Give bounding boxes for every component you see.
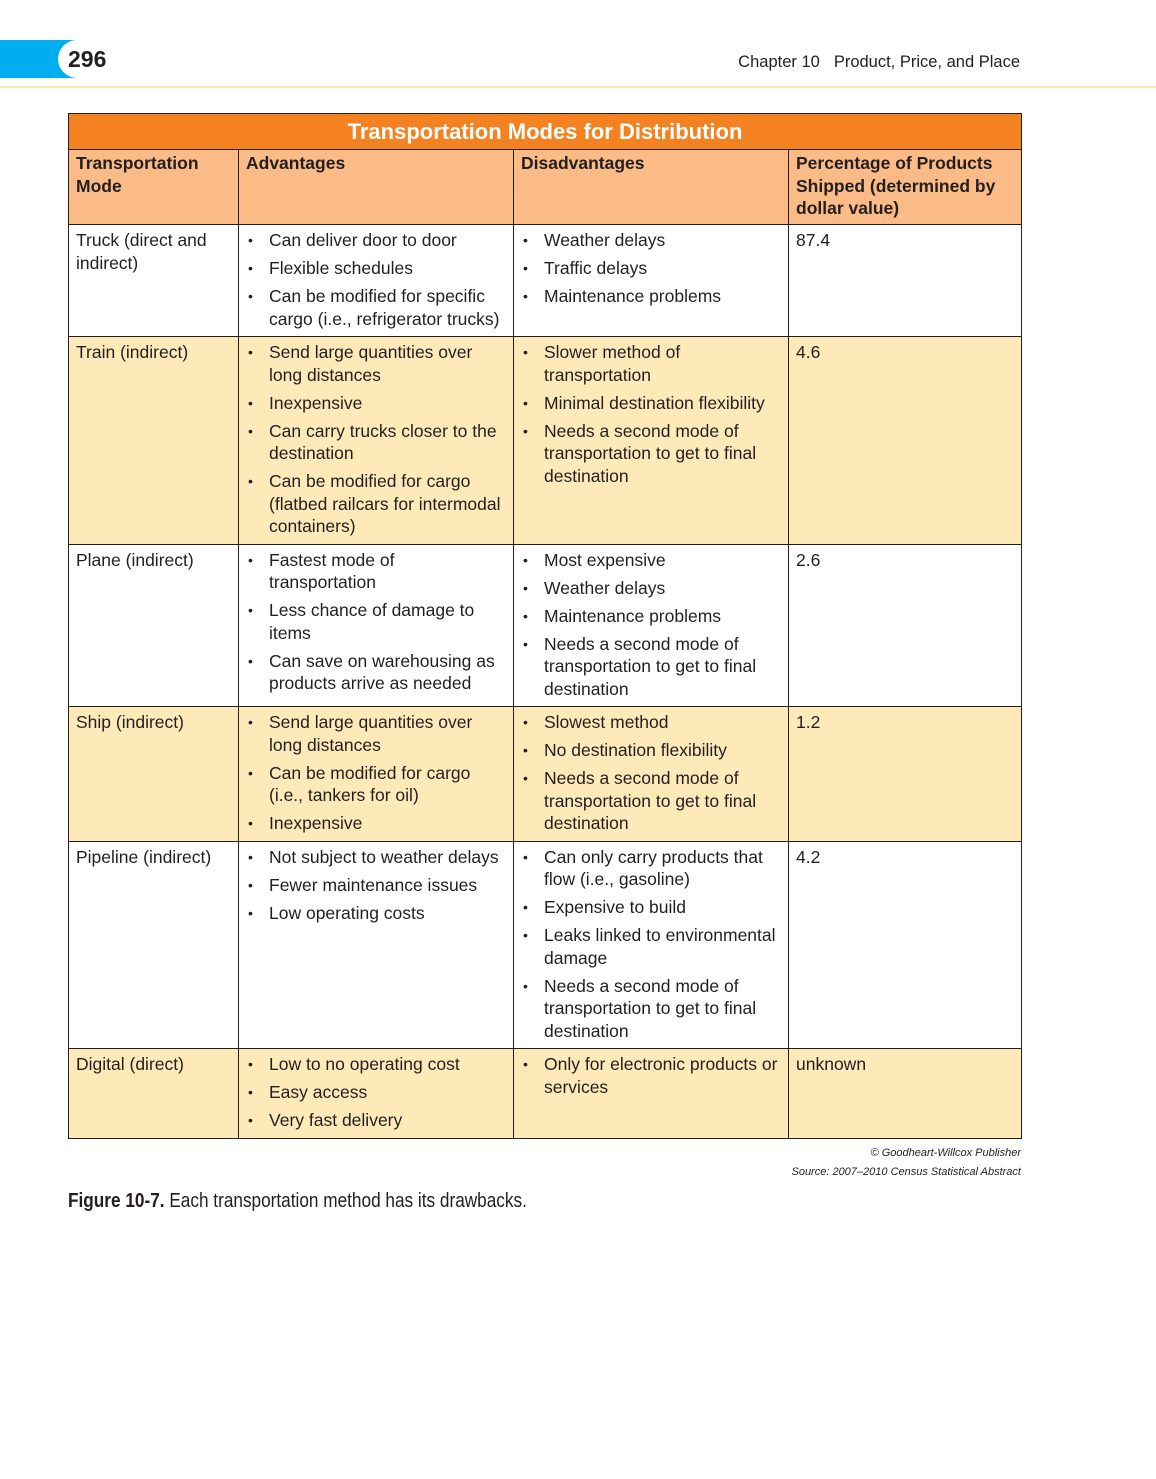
- disadvantages-list: [521, 549, 781, 701]
- mode-cell: Plane (indirect): [69, 544, 239, 707]
- disadvantages-list: [521, 711, 781, 835]
- source-credit: Source: 2007–2010 Census Statistical Abstract: [791, 1166, 1021, 1178]
- advantage-item: • Can carry trucks closer to the destination: [246, 420, 506, 465]
- figure-caption: [68, 1190, 527, 1213]
- percentage-cell: 87.4: [789, 225, 1022, 337]
- disadvantage-item: • Only for electronic products or services: [521, 1053, 781, 1098]
- disadvantages-list: [521, 229, 781, 308]
- disadvantage-item: • Traffic delays: [521, 257, 781, 280]
- disadvantages-list: [521, 846, 781, 1043]
- table-body: [69, 225, 1022, 1139]
- advantage-item: • Flexible schedules: [246, 257, 506, 280]
- advantage-item: • Send large quantities over long distances: [246, 711, 506, 756]
- disadvantages-cell: [514, 841, 789, 1049]
- advantage-item: • Fastest mode of transportation: [246, 549, 506, 594]
- disadvantages-list: [521, 341, 781, 487]
- advantage-item: • Inexpensive: [246, 392, 506, 415]
- disadvantage-item: • Minimal destination flexibility: [521, 392, 781, 415]
- mode-cell: Digital (direct): [69, 1049, 239, 1139]
- chapter-number: Chapter 10: [738, 53, 820, 71]
- chapter-title: Product, Price, and Place: [833, 53, 1020, 71]
- column-header-disadvantages: Disadvantages: [514, 150, 789, 225]
- figure-caption-text: Each transportation method has its drawbacks.: [164, 1190, 527, 1212]
- advantage-item: • Easy access: [246, 1081, 506, 1104]
- mode-cell: Train (indirect): [69, 337, 239, 545]
- mode-cell: Ship (indirect): [69, 707, 239, 842]
- percentage-cell: unknown: [789, 1049, 1022, 1139]
- disadvantage-item: • Can only carry products that flow (i.e., gasoline): [521, 846, 781, 891]
- figure-label: Figure 10-7.: [68, 1190, 165, 1212]
- disadvantage-item: • Maintenance problems: [521, 605, 781, 628]
- percentage-cell: 1.2: [789, 707, 1022, 842]
- percentage-cell: 4.2: [789, 841, 1022, 1049]
- mode-cell: Truck (direct and indirect): [69, 225, 239, 337]
- disadvantages-cell: [514, 225, 789, 337]
- disadvantage-item: • Slowest method: [521, 711, 781, 734]
- disadvantage-item: • No destination flexibility: [521, 739, 781, 762]
- page-header: [0, 0, 1156, 88]
- column-header-percentage: Percentage of Products Shipped (determined by dollar value): [789, 150, 1022, 225]
- advantage-item: • Can be modified for cargo (i.e., tankers for oil): [246, 762, 506, 807]
- page-number: 296: [68, 46, 107, 72]
- advantage-item: • Less chance of damage to items: [246, 599, 506, 644]
- advantage-item: • Not subject to weather delays: [246, 846, 506, 869]
- transportation-modes-table: [68, 113, 1022, 1139]
- advantages-list: [246, 711, 506, 835]
- advantage-item: • Can be modified for specific cargo (i.e., refrigerator trucks): [246, 285, 506, 330]
- mode-cell: Pipeline (indirect): [69, 841, 239, 1049]
- advantage-item: • Can be modified for cargo (flatbed railcars for intermodal containers): [246, 470, 506, 538]
- table-row: [69, 707, 1022, 842]
- disadvantage-item: • Needs a second mode of transportation to get to final destination: [521, 975, 781, 1043]
- advantages-cell: [239, 841, 514, 1049]
- percentage-cell: 4.6: [789, 337, 1022, 545]
- column-header-advantages: Advantages: [239, 150, 514, 225]
- advantages-cell: [239, 337, 514, 545]
- advantage-item: • Fewer maintenance issues: [246, 874, 506, 897]
- advantages-list: [246, 549, 506, 695]
- disadvantages-cell: [514, 707, 789, 842]
- figure-credits: [791, 1144, 1021, 1182]
- advantages-cell: [239, 544, 514, 707]
- advantage-item: • Inexpensive: [246, 812, 506, 835]
- advantages-cell: [239, 707, 514, 842]
- advantage-item: • Can deliver door to door: [246, 229, 506, 252]
- disadvantages-cell: [514, 1049, 789, 1139]
- disadvantages-cell: [514, 337, 789, 545]
- publisher-credit: © Goodheart-Willcox Publisher: [870, 1147, 1021, 1159]
- disadvantage-item: • Maintenance problems: [521, 285, 781, 308]
- advantage-item: • Send large quantities over long distances: [246, 341, 506, 386]
- table-title: Transportation Modes for Distribution: [69, 114, 1022, 150]
- column-header-mode: Transportation Mode: [69, 150, 239, 225]
- advantages-list: [246, 846, 506, 925]
- advantage-item: • Low operating costs: [246, 902, 506, 925]
- table-row: [69, 225, 1022, 337]
- disadvantage-item: • Leaks linked to environmental damage: [521, 924, 781, 969]
- disadvantage-item: • Weather delays: [521, 229, 781, 252]
- transportation-table-figure: [68, 113, 1021, 1139]
- table-row: [69, 337, 1022, 545]
- advantages-cell: [239, 225, 514, 337]
- disadvantages-list: [521, 1053, 781, 1098]
- disadvantage-item: • Needs a second mode of transportation to get to final destination: [521, 767, 781, 835]
- advantage-item: • Can save on warehousing as products arrive as needed: [246, 650, 506, 695]
- disadvantage-item: • Slower method of transportation: [521, 341, 781, 386]
- disadvantage-item: • Needs a second mode of transportation to get to final destination: [521, 420, 781, 488]
- disadvantage-item: • Needs a second mode of transportation to get to final destination: [521, 633, 781, 701]
- advantage-item: • Low to no operating cost: [246, 1053, 506, 1076]
- advantages-list: [246, 341, 506, 538]
- advantages-cell: [239, 1049, 514, 1139]
- advantages-list: [246, 1053, 506, 1132]
- table-row: [69, 841, 1022, 1049]
- disadvantage-item: • Most expensive: [521, 549, 781, 572]
- advantage-item: • Very fast delivery: [246, 1109, 506, 1132]
- disadvantage-item: • Expensive to build: [521, 896, 781, 919]
- advantages-list: [246, 229, 506, 330]
- running-head: [738, 53, 1020, 72]
- table-row: [69, 544, 1022, 707]
- disadvantage-item: • Weather delays: [521, 577, 781, 600]
- percentage-cell: 2.6: [789, 544, 1022, 707]
- table-row: [69, 1049, 1022, 1139]
- disadvantages-cell: [514, 544, 789, 707]
